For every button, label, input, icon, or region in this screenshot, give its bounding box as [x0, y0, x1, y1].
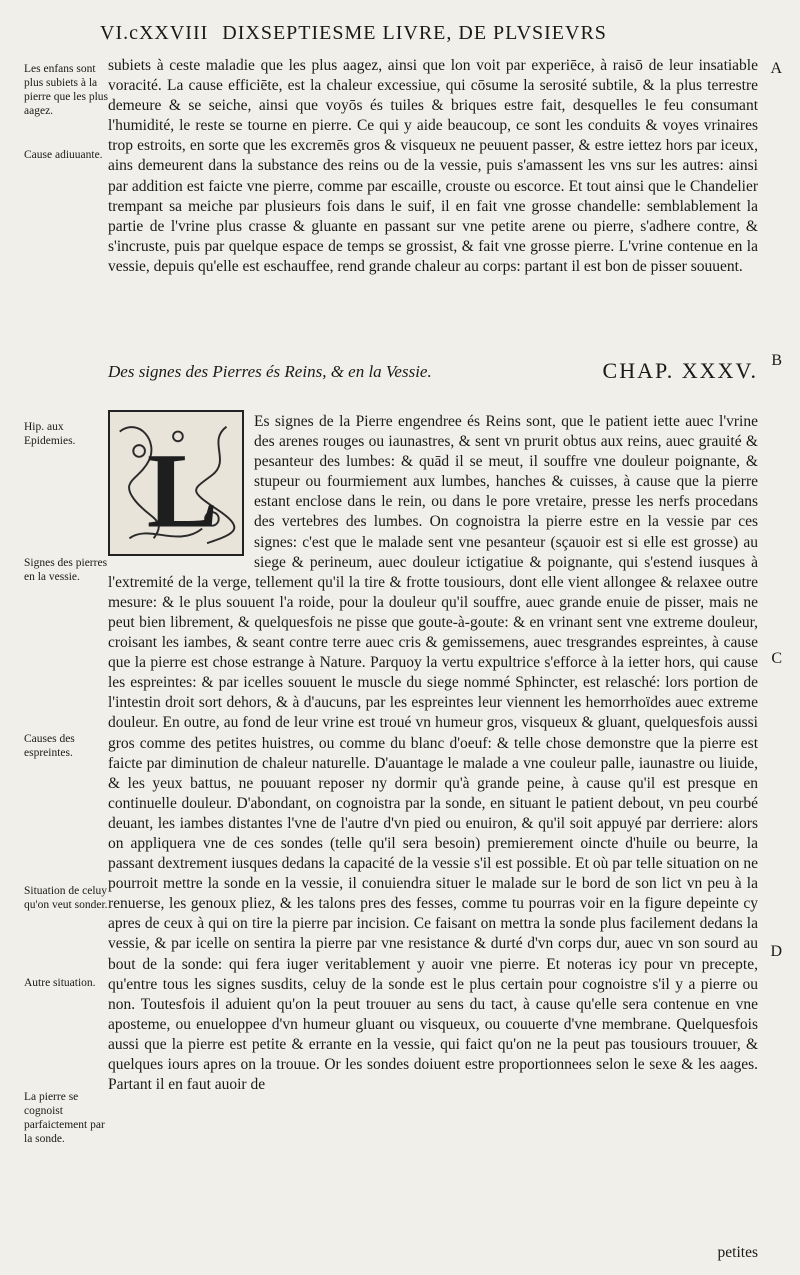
section-letter-b: B [771, 352, 782, 369]
page-number: VI.cXXVIII [100, 22, 209, 44]
running-header [100, 22, 790, 45]
paragraph-text: Es signes de la Pierre engendree és Reins sont, que le patient iette auec l'vrine des arenes rouges ou iaunastres, & sent vn prurit obtus aux reins, auec grauité & pesanteur des lumbes: & quād il se meut, il souffre vne douleur poignante, & stupeur ou fourmiement aux lumbes, hanches & cuisses, à cause que la pierre estant enclose dans le rein, ou dans le pore vretaire, presse les nerfs procedans des vertebres des lumbes. On cognoistra la pierre estre en la vessie par ces signes: c'est que le malade sent vne pesanteur (sçauoir est si elle est grosse) au siege & perineum, auec douleur ictigatiue & poignante, qui s'estend iusques à l'extremité de la verge, tellement qu'il la tire & frotte tousiours, dont elle vient allongee & relaxee outre mesure: & le plus souuent l'a roide, pour la douleur qu'il souffre, auec grande enuie de pisser, mais ne peut bien librement, & quelquesfois ne pisse que goute-à-goute: & en vrinant sent vne extreme douleur, croisant les iambes, & seant contre terre auec cris & gemissemens, auec tresgrandes espreintes, à cause que la pierre est chose estrange à Nature. Parquoy la vertu expultrice s'efforce à la ietter hors, qui cause les espreintes: & par icelles souuent le muscle du siege nommé Sphincter, est relasché: lors portion de l'intestin droit sort dehors, & à d'aucuns, par les espreintes leur viennent les hemorrhoïdes auec extreme douleur. En outre, au fond de leur vrine est troué vn humeur gros, visqueux & gluant, quelquesfois aussi gros comme des petites huistres, ou comme du blanc d'oeuf: & telle chose demonstre que la pierre est faicte par diminution de chaleur naturelle. D'auantage le malade a vne couleur palle, iaunastre ou liuide, & les yeux battus, ne pouuant reposer ny dormir qu'à grande peine, à cause qu'il est presque en continuelle douleur. D'abondant, on cognoistra par la sonde, en situant le patient debout, vn peu courbé deuant, les iambes distantes l'vne de l'autre d'vn pied ou enuiron, & qu'il soit appuyé par derriere: alors on appliquera vne de ces sondes (telle qu'il sera besoin) premierement oincte d'huile ou beurre, la passant dextrement iusques dedans la capacité de la vessie s'il est possible. Et où par telle situation on ne pourroit mettre la sonde en la vessie, il conuiendra situer le malade sur le bord de son lict vn peu à la renuerse, les genoux pliez, & les talons pres des fesses, comme tu pourras voir en la figure depeinte cy apres de ceux à qui on tire la pierre par incision. Ce faisant on mettra la sonde plus facilement dedans la vessie, & par icelle on sentira la pierre par vne resistance & durté d'vn corps dur, auec vn son sourd au bout de la sonde: qui fera iuger veritablement y auoir vne pierre. Et noteras icy pour vn precepte, qu'entre tous les signes susdits, celuy de la sonde est le plus certain pour cognoistre s'il y a pierre ou non. Toutesfois il aduient qu'on la peut trouuer au sens du tact, à cause qu'elle sera contenue en vne aposteme, ou enueloppee d'vn humeur gluant ou visqueux, ou couuerte d'vne membrane. Quelquesfois aussi que la pierre est petite & errante en la vessie, qui faict qu'on ne la peut pas tousiours trouuer, & quelques iours apres on la trouue. Or les sondes doiuent estre proportionnees selon le sexe & les aages. Partant il en faut auoir de [108, 413, 758, 1094]
chapter-number: CHAP. XXXV. [602, 358, 758, 383]
ornament-icon [110, 412, 242, 554]
catchword: petites [717, 1244, 758, 1261]
body-paragraph: subiets à ceste maladie que les plus aagez, ainsi que lon voit par experiēce, à raisō de leur insatiable voracité. La cause efficiēte, est la chaleur excessiue, qui cōsume la serosité subtile, & la plus terrestre demeure & se seiche, ainsi que voyōs és tuiles & briques estre fait, desquelles le feu consumant l'humidité, le reste se tourne en pierre. Ce qui y aide beaucoup, ce sont les conduits & voyes vrinaires trop estroits, en sorte que les excremēs gros & visqueux ne peuuent passer, & estre iettez hors par iceux, ains demeurent dans la substance des reins ou de la vessie, puis s'amassent les vns sur les autres: ainsi par addition est faicte vne pierre, comme par escaille, crouste ou escorce. Et tout ainsi que le Chandelier trempant sa meiche par plusieurs fois dans le suif, il en fait vne grosse chandelle: semblablement la partie de l'vrine plus crasse & gluante en passant sur vne petite arene ou pierre, s'adhere contre, & s'incruste, puis par quelque espace de temps se grossist, & fait vne grosse pierre. L'vrine contenue en la vessie, depuis qu'elle est eschauffee, rend grande chaleur au corps: partant il est bon de pisser souuent. [108, 57, 758, 275]
margin-note: Les enfans sont plus subiets à la pierre que les plus aagez. [24, 63, 108, 117]
margin-note: La pierre se cognoist parfaictement par la sonde. [24, 1091, 105, 1145]
svg-text:L: L [146, 432, 219, 551]
chapter-title: Des signes des Pierres és Reins, & en la Vessie. [108, 362, 432, 381]
section-letter-c: C [771, 650, 782, 667]
decorated-initial-letter [108, 410, 244, 556]
section-letter-d: D [770, 943, 782, 960]
margin-note: Hip. aux Epidemies. [24, 421, 76, 447]
margin-note: Signes des pierres en la vessie. [24, 557, 108, 583]
margin-note: Causes des espreintes. [24, 733, 75, 759]
section-letter-a: A [770, 60, 782, 77]
margin-note: Cause adiuuante. [24, 149, 103, 161]
margin-note: Autre situation. [24, 977, 96, 989]
chapter-heading [108, 358, 758, 383]
running-title: DIXSEPTIESME LIVRE, DE PLVSIEVRS [222, 22, 607, 44]
margin-note: Situation de celuy qu'on veut sonder. [24, 885, 108, 911]
